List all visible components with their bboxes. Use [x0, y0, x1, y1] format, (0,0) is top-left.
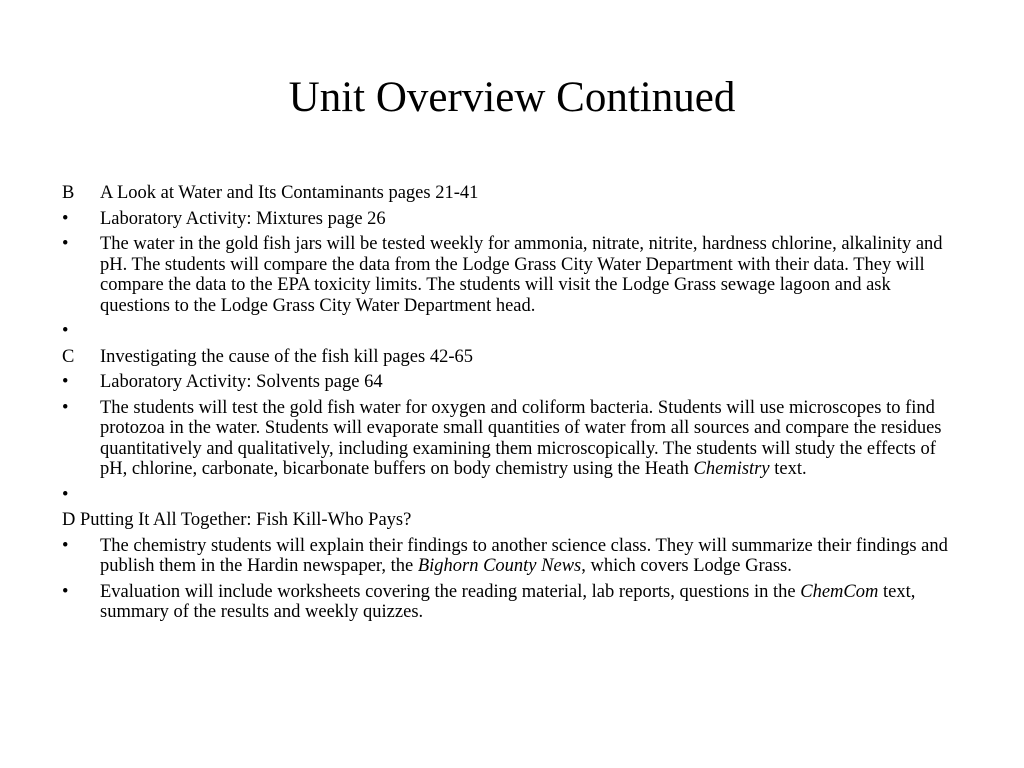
- text-run: The water in the gold fish jars will be tested weekly for ammonia, nitrate, nitrite, hardness chlorine, alkalinity and pH. The students will compare the data from the Lodge Grass City Water Department with their data. They will compare the data to the EPA toxicity limits. The students will visit the Lodge Grass sewage lagoon and ask questions to the Lodge Grass City Water Department head.: [100, 234, 943, 316]
- item-text: [100, 209, 386, 229]
- slide-title: Unit Overview Continued: [288, 74, 736, 121]
- text-run: The students will test the gold fish water for oxygen and coliform bacteria. Students will use microscopes to find protozoa in the water. Students will evaporate small quantities of water from all sources and compare the residues quantitatively and qualitatively, including examining them microscopically. The students will study the effects of pH, chlorine, carbonate, bicarbonate buffers on body chemistry using the Heath: [100, 397, 942, 479]
- item-text: [100, 582, 915, 623]
- bullet-marker: •: [62, 484, 69, 505]
- bullet-marker: •: [62, 208, 69, 229]
- section-letter: C: [62, 346, 75, 367]
- bullet-marker: •: [62, 397, 69, 418]
- section-heading: [62, 510, 962, 531]
- list-item: [62, 485, 962, 506]
- bullet-marker: •: [62, 372, 69, 392]
- text-run: , which covers Lodge Grass.: [581, 556, 792, 576]
- section-letter: B: [62, 183, 75, 203]
- bullet-marker: •: [62, 234, 69, 254]
- text-run: Laboratory Activity: Mixtures page 26: [100, 208, 386, 229]
- bullet-marker: •: [62, 581, 69, 602]
- text-run: text.: [769, 459, 807, 479]
- text-run: A Look at Water and Its Contaminants pages 21-41: [100, 183, 479, 203]
- list-item: [62, 183, 962, 204]
- list-item: [62, 372, 962, 393]
- item-text: [100, 372, 383, 392]
- item-text: [100, 183, 478, 203]
- list-item: [62, 209, 962, 230]
- italic-title: ChemCom: [800, 581, 879, 602]
- list-item: [62, 321, 962, 342]
- bullet-marker: •: [62, 321, 69, 341]
- item-text: [62, 510, 411, 530]
- list-item: [62, 234, 962, 316]
- italic-title: Bighorn County News: [417, 556, 582, 576]
- text-run: Evaluation will include worksheets covering the reading material, lab reports, questions in the: [100, 581, 801, 602]
- bullet-marker: •: [62, 535, 69, 556]
- item-text: [100, 234, 943, 316]
- text-run: text, summary of the results and weekly quizzes.: [100, 581, 916, 622]
- item-text: [100, 398, 942, 480]
- list-item: [62, 536, 962, 577]
- text-run: D Putting It All Together: Fish Kill-Who Pays?: [62, 510, 412, 530]
- slide-body: [62, 183, 962, 628]
- text-run: The chemistry students will explain their findings to another science class. They will summarize their findings and publish them in the Hardin newspaper, the: [100, 535, 948, 576]
- list-item: [62, 347, 962, 368]
- text-run: Laboratory Activity: Solvents page 64: [100, 372, 383, 392]
- item-text: [100, 347, 473, 367]
- list-item: [62, 398, 962, 480]
- list-item: [62, 582, 962, 623]
- item-text: [100, 536, 948, 577]
- italic-title: Chemistry: [693, 459, 770, 479]
- text-run: Investigating the cause of the fish kill pages 42-65: [100, 346, 473, 367]
